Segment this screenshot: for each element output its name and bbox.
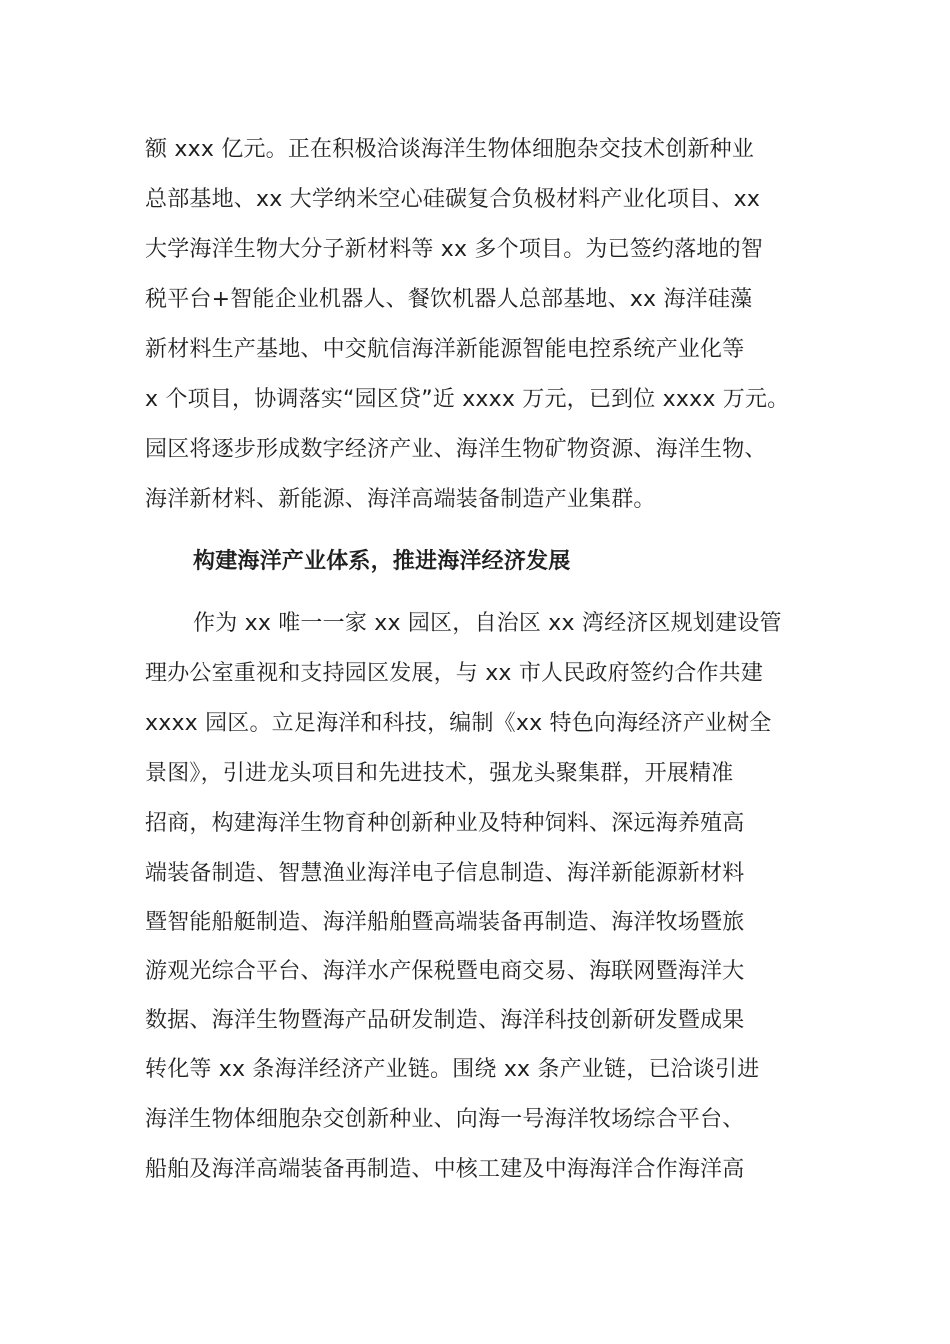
paragraph-line: xxxx 园区。立足海洋和科技，编制《xx 特色向海经济产业树全 [145, 711, 772, 736]
paragraph-line: 大学海洋生物大分子新材料等 xx 多个项目。为已签约落地的智 [145, 237, 764, 262]
paragraph-line: 暨智能船艇制造、海洋船舶暨高端装备再制造、海洋牧场暨旅 [145, 910, 745, 935]
paragraph-line: 作为 xx 唯一一家 xx 园区，自治区 xx 湾经济区规划建设管 [193, 611, 782, 636]
paragraph-line: 端装备制造、智慧渔业海洋电子信息制造、海洋新能源新材料 [145, 861, 745, 886]
paragraph-line: 招商，构建海洋生物育种创新种业及特种饲料、深远海养殖高 [145, 811, 745, 836]
paragraph-line: 游观光综合平台、海洋水产保税暨电商交易、海联网暨海洋大 [145, 959, 745, 984]
section-heading: 构建海洋产业体系，推进海洋经济发展 [193, 549, 571, 574]
paragraph-line: 总部基地、xx 大学纳米空心硅碳复合负极材料产业化项目、xx [145, 187, 761, 212]
paragraph-line: 税平台+智能企业机器人、餐饮机器人总部基地、xx 海洋硅藻 [145, 287, 753, 312]
paragraph-line: 海洋新材料、新能源、海洋高端装备制造产业集群。 [145, 487, 656, 512]
paragraph-line: 理办公室重视和支持园区发展，与 xx 市人民政府签约合作共建 [145, 661, 764, 686]
paragraph-line: 新材料生产基地、中交航信海洋新能源智能电控系统产业化等 [145, 337, 745, 362]
paragraph-line: 园区将逐步形成数字经济产业、海洋生物矿物资源、海洋生物、 [145, 437, 767, 462]
paragraph-line: 转化等 xx 条海洋经济产业链。围绕 xx 条产业链，已洽谈引进 [145, 1057, 760, 1082]
paragraph-line: 额 xxx 亿元。正在积极洽谈海洋生物体细胞杂交技术创新种业 [145, 137, 755, 162]
paragraph-line: 海洋生物体细胞杂交创新种业、向海一号海洋牧场综合平台、 [145, 1107, 745, 1132]
paragraph-line: 景图》，引进龙头项目和先进技术，强龙头聚集群，开展精准 [145, 761, 734, 786]
paragraph-line: 数据、海洋生物暨海产品研发制造、海洋科技创新研发暨成果 [145, 1008, 745, 1033]
paragraph-line: 船舶及海洋高端装备再制造、中核工建及中海海洋合作海洋高 [145, 1157, 745, 1182]
paragraph-line: x 个项目，协调落实“园区贷”近 xxxx 万元，已到位 xxxx 万元。 [145, 387, 790, 412]
